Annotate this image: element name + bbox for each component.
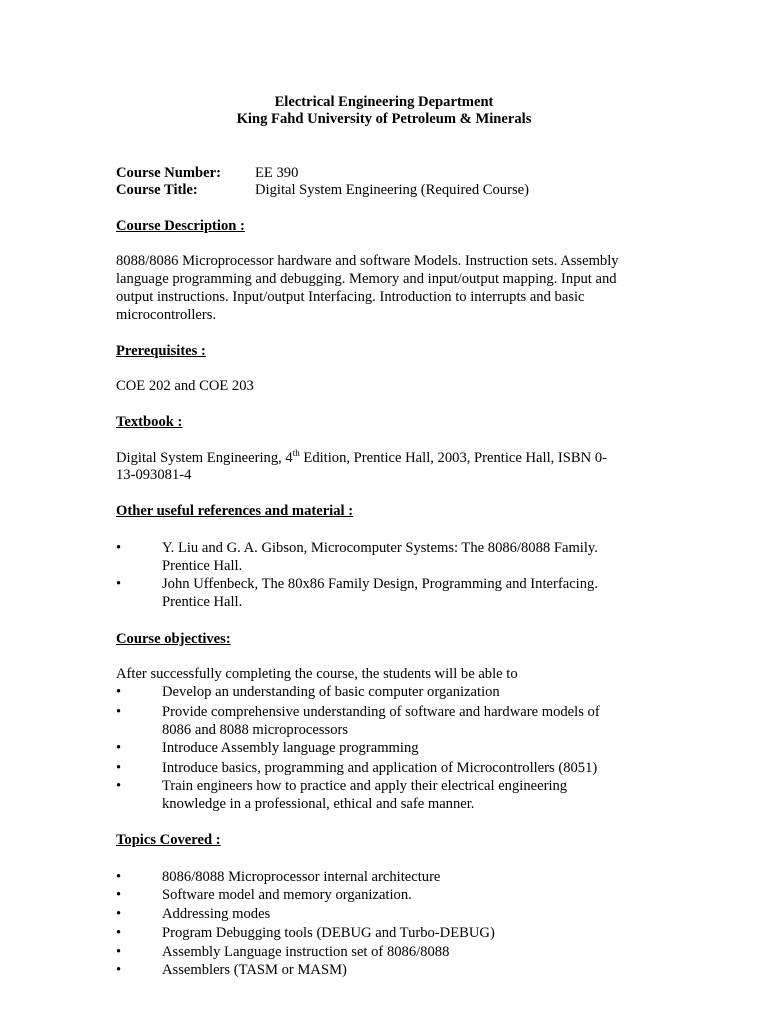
course-title-label: Course Title: [116,182,198,198]
bullet-icon: • [116,962,122,978]
objective-item: • Provide comprehensive understanding of software and hardware models of 8086 and 8088 microprocessors [116,704,600,738]
prerequisites-text: COE 202 and COE 203 [116,378,254,394]
description-line-2: language programming and debugging. Memory and input/output mapping. Input and [116,271,617,287]
department-title: Electrical Engineering Department [274,94,494,110]
bullet-icon: • [116,925,122,941]
description-line-4: microcontrollers. [116,307,217,323]
topics-heading: Topics Covered : [116,832,221,848]
objective-item: • Introduce basics, programming and application of Microcontrollers (8051) [116,760,598,776]
references-heading: Other useful references and material : [116,503,354,519]
description-line-3: output instructions. Input/output Interfacing. Introduction to interrupts and basic [116,289,585,305]
course-title-value: Digital System Engineering (Required Course) [255,182,529,198]
bullet-icon: • [116,740,122,756]
description-line-1: 8088/8086 Microprocessor hardware and software Models. Instruction sets. Assembly [116,253,619,269]
topic-item: • Program Debugging tools (DEBUG and Turbo-DEBUG) [116,925,495,941]
reference-item: • Y. Liu and G. A. Gibson, Microcomputer Systems: The 8086/8088 Family. Prentice Hall. [116,540,598,574]
textbook-line-2: 13-093081-4 [116,467,192,483]
objectives-heading: Course objectives: [116,631,231,647]
bullet-icon: • [116,576,122,592]
bullet-icon: • [116,684,122,700]
bullet-icon: • [116,887,122,903]
course-title-row [116,182,654,200]
objective-item: • Develop an understanding of basic computer organization [116,684,500,700]
topic-item: • Software model and memory organization. [116,887,412,903]
course-number-row [116,165,654,183]
course-number-value: EE 390 [255,165,299,181]
topic-item: • Assemblers (TASM or MASM) [116,962,347,978]
bullet-icon: • [116,944,122,960]
textbook-heading: Textbook : [116,414,183,430]
description-heading: Course Description : [116,218,245,234]
bullet-icon: • [116,869,122,885]
objective-item: • Introduce Assembly language programming [116,740,419,756]
bullet-icon: • [116,778,122,794]
textbook-line-1: Digital System Engineering, 4th Edition, Prentice Hall, 2003, Prentice Hall, ISBN 0- [116,448,607,466]
bullet-icon: • [116,906,122,922]
university-title: King Fahd University of Petroleum & Minerals [236,111,532,127]
bullet-icon: • [116,760,122,776]
bullet-icon: • [116,704,122,720]
bullet-icon: • [116,540,122,556]
topic-item: • Addressing modes [116,906,271,922]
reference-item: • John Uffenbeck, The 80x86 Family Design, Programming and Interfacing. Prentice Hall. [116,576,598,610]
objectives-intro: After successfully completing the course, the students will be able to [116,666,518,682]
objective-item: • Train engineers how to practice and apply their electrical engineering knowledge in a professional, ethical and safe manner. [116,778,568,812]
topic-item: • 8086/8088 Microprocessor internal architecture [116,869,441,885]
prerequisites-heading: Prerequisites : [116,343,206,359]
topic-item: • Assembly Language instruction set of 8086/8088 [116,944,450,960]
course-number-label: Course Number: [116,165,221,181]
